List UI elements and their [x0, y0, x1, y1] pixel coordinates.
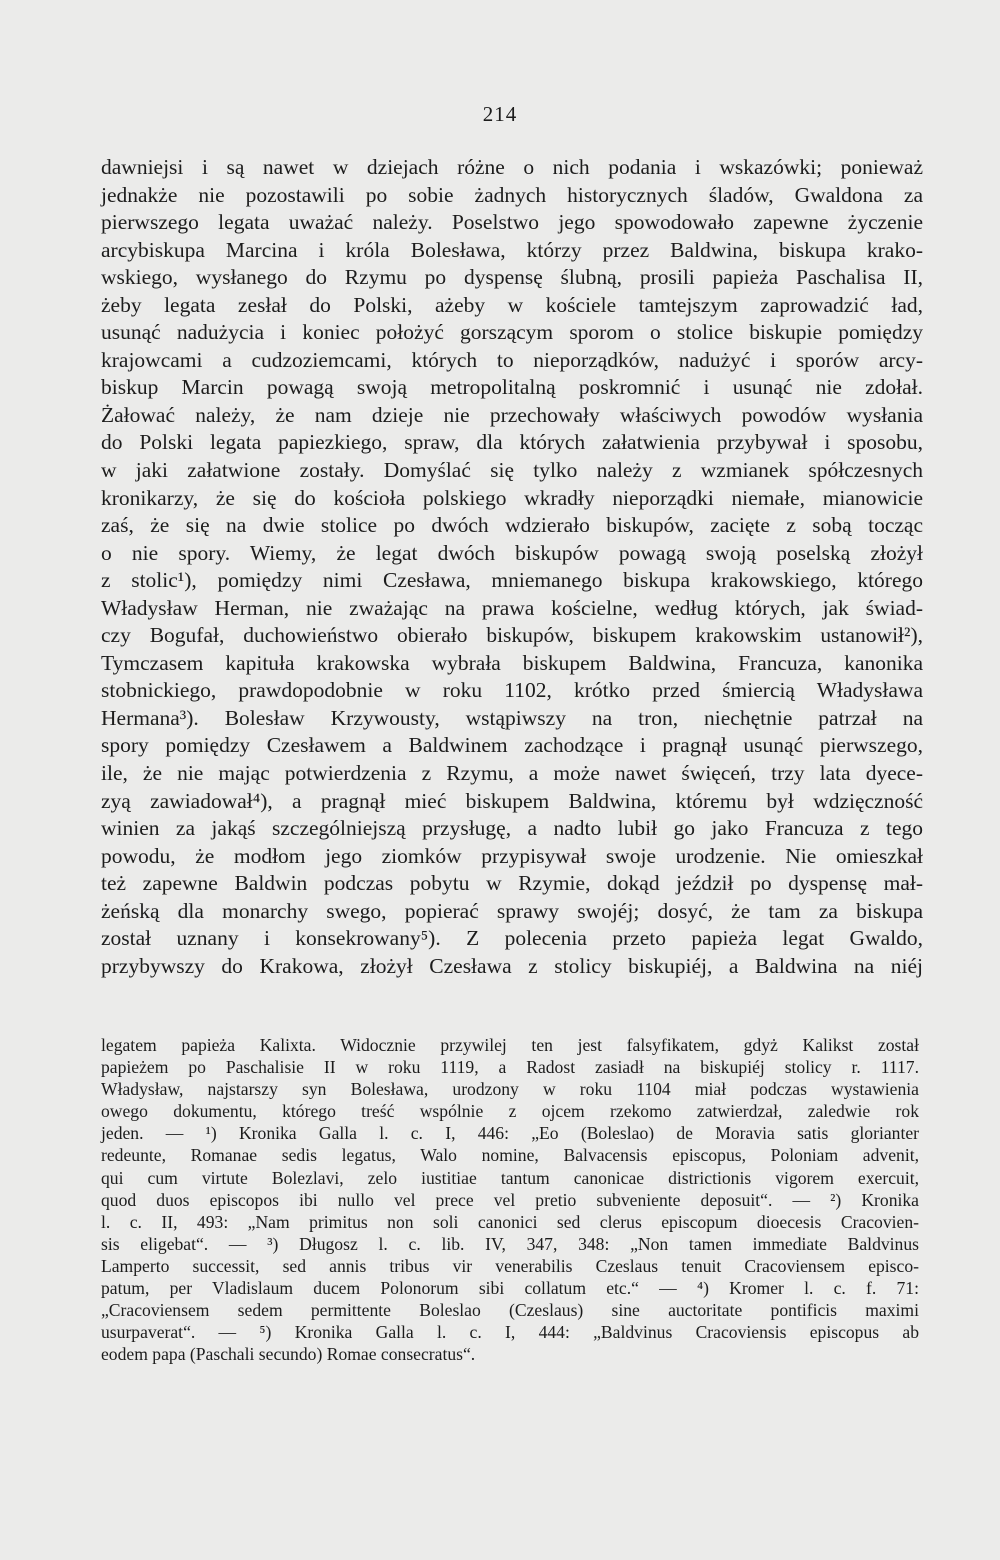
text-line: zyą zawiadował⁴), a pragnął mieć biskupem Baldwina, któremu był wdzięczność [101, 788, 923, 813]
footnote-line: papieżem po Paschalisie II w roku 1119, a Radost zasiadł na biskupiéj stolicy r. 1117. [101, 1057, 919, 1078]
text-line: o nie spory. Wiemy, że legat dwóch biskupów powagą swoją poselską złożył [101, 540, 923, 565]
footnote-line: quod duos episcopos ibi nullo vel prece vel pretio subveniente deposuit“. — ²) Kronika [101, 1189, 919, 1210]
text-line: zaś, że się na dwie stolice po dwóch wdzierało biskupów, zacięte z sobą tocząc [101, 513, 923, 538]
text-line: Tymczasem kapituła krakowska wybrała biskupem Baldwina, Francuza, kanonika [101, 650, 923, 675]
main-text-body [101, 154, 923, 980]
text-line: pierwszego legata uważać należy. Poselstwo jego spowodowało zapewne życzenie [101, 210, 923, 235]
text-line: Władysław Herman, nie zważając na prawa kościelne, według których, jak świad- [101, 595, 923, 620]
footnote-line: owego dokumentu, którego treść wspólnie z ojcem rzekomo zatwierdzał, zaledwie rok [101, 1101, 919, 1122]
footnote-line: patum, per Vladislaum ducem Polonorum sibi collatum etc.“ — ⁴) Kromer l. c. f. 71: [101, 1278, 919, 1299]
text-line: wskiego, wysłanego do Rzymu po dyspensę ślubną, prosili papieża Paschalisa II, [101, 265, 923, 290]
footnote-line: redeunte, Romanae sedis legatus, Walo nomine, Balvacensis episcopus, Poloniam advenit, [101, 1145, 919, 1166]
text-line: do Polski legata papiezkiego, spraw, dla których załatwienia przybywał i sposobu, [101, 430, 923, 455]
footnote-line: jeden. — ¹) Kronika Galla l. c. I, 446: „Eo (Boleslao) de Moravia satis glorianter [101, 1123, 919, 1144]
text-line: stobnickiego, prawdopodobnie w roku 1102, krótko przed śmiercią Władysława [101, 678, 923, 703]
text-line: przybywszy do Krakowa, złożył Czesława z stolicy biskupiéj, a Baldwina na niéj [101, 953, 923, 978]
footnote-line: usurpaverat“. — ⁵) Kronika Galla l. c. I, 444: „Baldvinus Cracoviensis episcopus ab [101, 1322, 919, 1343]
text-line: kronikarzy, że się do kościoła polskiego wkradły nieporządki niemałe, mianowicie [101, 485, 923, 510]
page-number: 214 [482, 102, 518, 126]
footnotes [101, 1034, 919, 1365]
footnote-line: sis eligebat“. — ³) Długosz l. c. lib. IV, 347, 348: „Non tamen immediate Baldvinus [101, 1233, 919, 1254]
text-line: został uznany i konsekrowany⁵). Z polecenia przeto papieża legat Gwaldo, [101, 926, 923, 951]
text-line: Hermana³). Bolesław Krzywousty, wstąpiwszy na tron, niechętnie patrzał na [101, 705, 923, 730]
text-line: żeby legata zesłał do Polski, ażeby w kościele tamtejszym zaprowadzić ład, [101, 292, 923, 317]
text-line: czy Bogufał, duchowieństwo obierało biskupów, biskupem krakowskim ustanowił²), [101, 623, 923, 648]
text-line: spory pomiędzy Czesławem a Baldwinem zachodzące i pragnął usunąć pierwszego, [101, 733, 923, 758]
text-line: usunąć nadużycia i koniec położyć gorszącym sporom o stolice biskupie pomiędzy [101, 320, 923, 345]
text-line: jednakże nie pozostawili po sobie żadnych historycznych śladów, Gwaldona za [101, 182, 923, 207]
text-line: żeńską dla monarchy swego, popierać sprawy swojéj; dosyć, że tam za biskupa [101, 898, 923, 923]
text-line: powodu, że modłom jego ziomków przypisywał swoje urodzenie. Nie omieszkał [101, 843, 923, 868]
text-line: arcybiskupa Marcina i króla Bolesława, którzy przez Baldwina, biskupa krako- [101, 237, 923, 262]
footnote-line: legatem papieża Kalixta. Widocznie przywilej ten jest falsyfikatem, gdyż Kalikst został [101, 1035, 919, 1055]
footnote-line: „Cracoviensem sedem permittente Boleslao (Czeslaus) sine auctoritate pontificis maximi [101, 1300, 919, 1321]
text-line: też zapewne Baldwin podczas pobytu w Rzymie, dokąd jeździł po dyspensę mał- [101, 871, 923, 896]
footnote-line: l. c. II, 493: „Nam primitus non soli canonici sed clerus episcopum dioecesis Cracovien- [101, 1211, 919, 1232]
text-line: Żałować należy, że nam dzieje nie przechowały właściwych powodów wysłania [101, 402, 923, 427]
text-line: dawniejsi i są nawet w dziejach różne o nich podania i wskazówki; ponieważ [101, 155, 923, 179]
text-line: ile, że nie mając potwierdzenia z Rzymu, a może nawet święceń, trzy lata dyece- [101, 761, 923, 786]
text-line: krajowcami a cudzoziemcami, których to nieporządków, nadużyć i sporów arcy- [101, 347, 923, 372]
footnote-line: qui cum virtute Bolezlavi, zelo iustitiae tantum canonicae districtionis vigorem exercuit, [101, 1167, 919, 1188]
text-line: winien za jakąś szczególniejszą przysługę, a nadto lubił go jako Francuza z tego [101, 816, 923, 841]
text-line: z stolic¹), pomiędzy nimi Czesława, mniemanego biskupa krakowskiego, którego [101, 568, 923, 593]
footnote-line: Władysław, najstarszy syn Bolesława, urodzony w roku 1104 miał podczas wystawienia [101, 1079, 919, 1100]
footnote-line: eodem papa (Paschali secundo) Romae consecratus“. [101, 1344, 476, 1365]
text-line: w jaki załatwione zostały. Domyślać się tylko należy z wzmianek spółczesnych [101, 458, 923, 483]
text-line: biskup Marcin powagą swoją metropolitalną poskromnić i usunąć nie zdołał. [101, 375, 923, 400]
footnote-line: Lamperto successit, sed annis tribus vir venerabilis Czeslaus tenuit Cracoviensem episco- [101, 1255, 919, 1276]
